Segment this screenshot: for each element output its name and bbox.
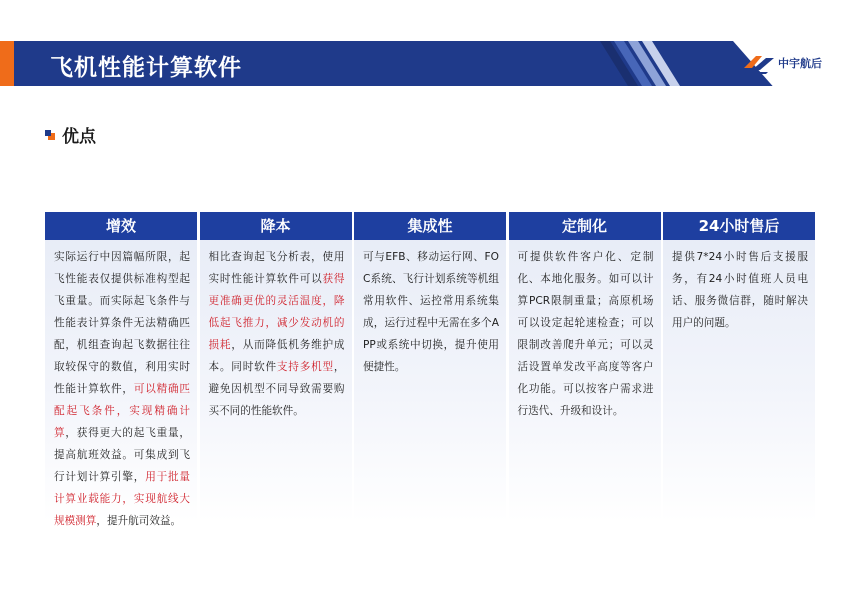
section-heading bbox=[45, 122, 96, 147]
decorative-stripes bbox=[600, 41, 740, 86]
body-text: 相比查询起飞分析表，使用实时性能计算软件可以 bbox=[208, 251, 345, 285]
highlight-text: 支持多机型 bbox=[276, 361, 334, 373]
column-title: 降本 bbox=[200, 212, 352, 240]
company-logo bbox=[742, 52, 832, 74]
column-customization bbox=[509, 212, 661, 522]
highlight-text: 可以精确匹配起飞条件，实现精确计算 bbox=[54, 383, 191, 439]
column-title: 定制化 bbox=[509, 212, 661, 240]
body-text: 可提供软件客户化、定制化、本地化服务。如可以计算PCR限制重量；高原机场可以设定起轮速检查；可以限制改善爬升单元；可以灵活设置单发改平高度等客户化功能。可以按客户需求进行迭代、升级和设计。 bbox=[517, 251, 654, 417]
body-text: ，避免因机型不同导致需要购买不同的性能软件。 bbox=[208, 361, 345, 417]
column-body bbox=[509, 240, 661, 422]
body-text: 实际运行中因篇幅所限，起飞性能表仅提供标准构型起飞重量。而实际起飞条件与性能表计算条件无法精确匹配，机组查询起飞数据往往取较保守的数值，利用实时性能计算软件， bbox=[54, 251, 190, 395]
body-text: ，获得更大的起飞重量，提高航班效益。可集成到飞行计划计算引擎， bbox=[54, 427, 191, 483]
highlight-text: 用于批量计算业载能力，实现航线大规模测算 bbox=[54, 471, 191, 527]
column-body bbox=[200, 240, 352, 422]
column-title: 增效 bbox=[45, 212, 197, 240]
header-band bbox=[0, 41, 859, 86]
column-body bbox=[354, 240, 506, 378]
column-after-sales bbox=[663, 212, 815, 522]
logo-text: 中宇航后 bbox=[778, 57, 822, 70]
column-body bbox=[45, 240, 197, 532]
body-text: ，提升航司效益。 bbox=[96, 515, 182, 527]
highlight-text: 获得更准确更优的灵活温度，降低起飞推力，减少发动机的损耗 bbox=[208, 273, 345, 351]
header-accent-bar bbox=[0, 41, 14, 86]
body-text: 可与EFB、移动运行网、FOC系统、飞行计划系统等机组常用软件、运控常用系统集成，运行过程中无需在多个APP或系统中切换，提升使用便捷性。 bbox=[363, 251, 499, 373]
section-title: 优点 bbox=[62, 127, 96, 147]
section-bullet-icon bbox=[45, 130, 55, 140]
column-efficiency bbox=[45, 212, 197, 527]
body-text: ，从而降低机务维护成本。同时软件 bbox=[208, 339, 345, 373]
column-cost-reduction bbox=[200, 212, 352, 522]
logo-mark-icon bbox=[742, 52, 776, 74]
page-title: 飞机性能计算软件 bbox=[50, 55, 242, 81]
column-integration bbox=[354, 212, 506, 522]
column-title: 集成性 bbox=[354, 212, 506, 240]
column-title: 24小时售后 bbox=[663, 212, 815, 240]
body-text: 提供7*24小时售后支援服务，有24小时值班人员电话、服务微信群，随时解决用户的问题。 bbox=[672, 251, 808, 329]
column-body bbox=[663, 240, 815, 334]
advantages-columns bbox=[45, 212, 815, 527]
